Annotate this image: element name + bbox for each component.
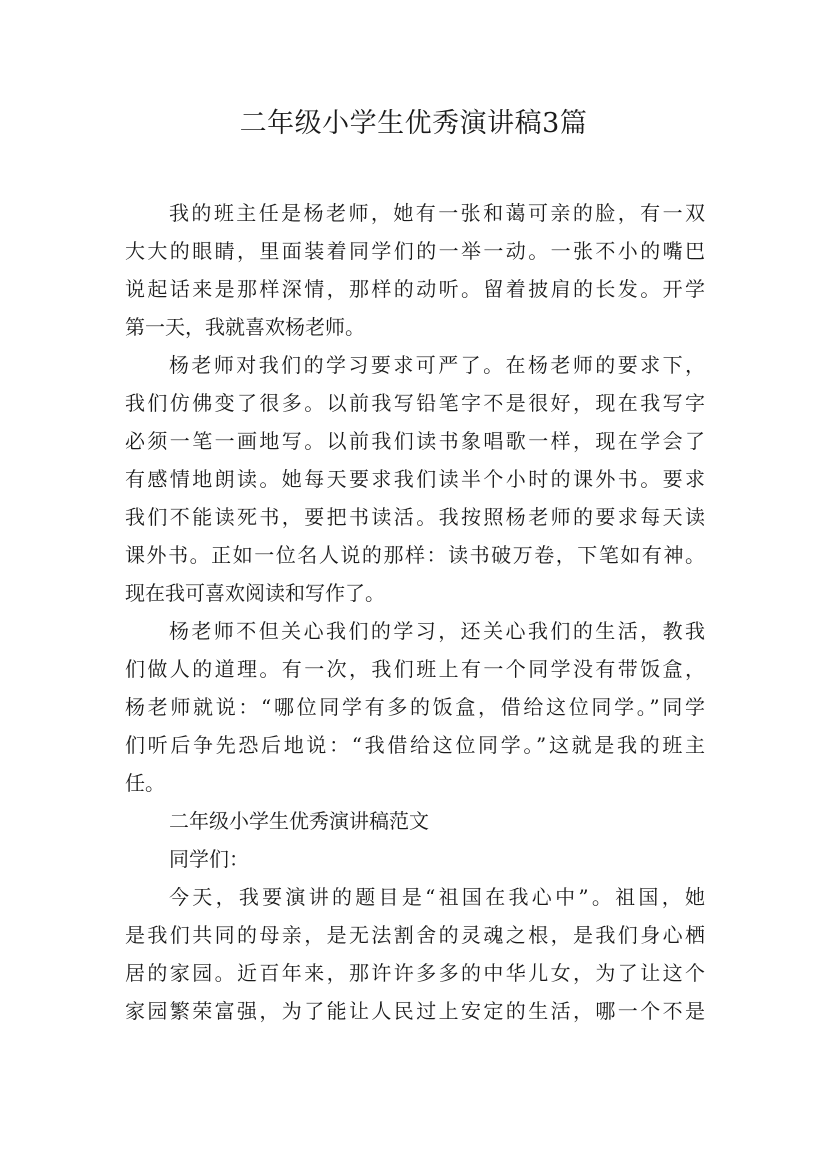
text-line: 是我们共同的母亲，是无法割舍的灵魂之根，是我们身心栖 bbox=[125, 923, 705, 947]
text-line: 们听后争先恐后地说：“我借给这位同学。”这就是我的班主 bbox=[125, 733, 705, 757]
text-line: 说起话来是那样深情，那样的动听。留着披肩的长发。开学 bbox=[125, 277, 705, 301]
text-line: 我的班主任是杨老师，她有一张和蔼可亲的脸，有一双 bbox=[169, 201, 705, 225]
text-line: 二年级小学生优秀演讲稿范文 bbox=[169, 809, 429, 833]
text-line: 同学们： bbox=[169, 847, 249, 871]
text-line: 课外书。正如一位名人说的那样：读书破万卷，下笔如有神。 bbox=[125, 543, 705, 567]
text-line: 家园繁荣富强，为了能让人民过上安定的生活，哪一个不是 bbox=[125, 999, 705, 1023]
text-line: 杨老师就说：“哪位同学有多的饭盒，借给这位同学。”同学 bbox=[125, 695, 705, 719]
text-line: 杨老师不但关心我们的学习，还关心我们的生活，教我 bbox=[169, 619, 705, 643]
text-line: 大大的眼睛，里面装着同学们的一举一动。一张不小的嘴巴 bbox=[125, 239, 705, 263]
document-body bbox=[125, 194, 705, 1030]
document-title: 二年级小学生优秀演讲稿3篇 bbox=[239, 108, 588, 139]
text-line: 今天，我要演讲的题目是“祖国在我心中”。祖国，她 bbox=[169, 885, 705, 909]
text-line: 我们不能读死书，要把书读活。我按照杨老师的要求每天读 bbox=[125, 505, 705, 529]
text-line: 必须一笔一画地写。以前我们读书象唱歌一样，现在学会了 bbox=[125, 429, 705, 453]
text-line: 居的家园。近百年来，那许许多多的中华儿女，为了让这个 bbox=[125, 961, 705, 985]
text-line: 杨老师对我们的学习要求可严了。在杨老师的要求下， bbox=[169, 353, 705, 377]
text-line: 我们仿佛变了很多。以前我写铅笔字不是很好，现在我写字 bbox=[125, 391, 705, 415]
text-line: 现在我可喜欢阅读和写作了。 bbox=[125, 581, 385, 605]
text-line: 们做人的道理。有一次，我们班上有一个同学没有带饭盒， bbox=[125, 657, 705, 681]
text-line: 有感情地朗读。她每天要求我们读半个小时的课外书。要求 bbox=[125, 467, 705, 491]
text-line: 第一天，我就喜欢杨老师。 bbox=[125, 315, 365, 339]
text-line: 任。 bbox=[125, 771, 165, 795]
